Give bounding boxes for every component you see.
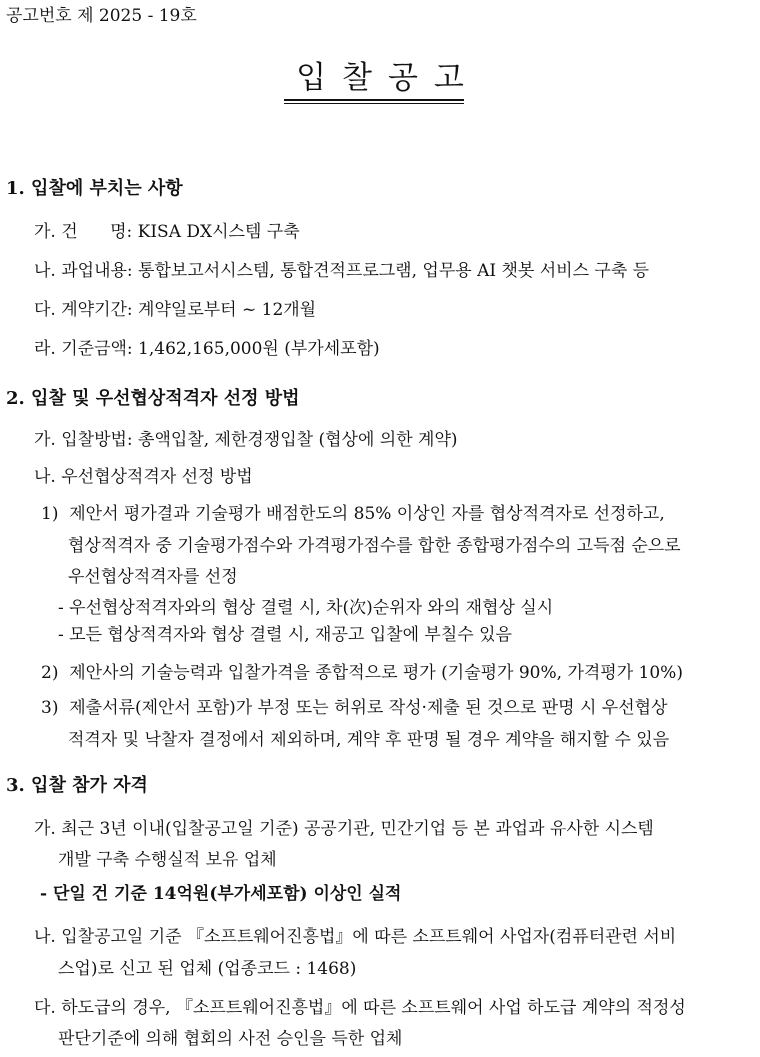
s3-item-c-line-1: 다. 하도급의 경우, 『소프트웨어진흥법』에 따른 소프트웨어 사업 하도급 계약의 적정성 — [34, 998, 686, 1018]
s2-sub-1-line-3: 우선협상적격자를 선정 — [68, 567, 238, 587]
s3-item-a-line-2: 개발 구축 수행실적 보유 업체 — [58, 850, 277, 870]
s3-item-c-line-2: 판단기준에 의해 협회의 사전 승인을 득한 업체 — [58, 1029, 403, 1049]
page-title: 입찰공고 — [296, 60, 480, 96]
s2-item-b: 나. 우선협상적격자 선정 방법 — [34, 467, 253, 487]
s2-dash-1: - 우선협상적격자와의 협상 결렬 시, 차(次)순위자 와의 재협상 실시 — [58, 598, 554, 618]
title-underline-thin — [284, 103, 464, 104]
s1-item-b: 나. 과업내용: 통합보고서시스템, 통합견적프로그램, 업무용 AI 챗봇 서비스 구축 등 — [34, 261, 650, 281]
section-2-heading: 2. 입찰 및 우선협상적격자 선정 방법 — [6, 388, 300, 409]
s2-sub-1-line-2: 협상적격자 중 기술평가점수와 가격평가점수를 합한 종합평가점수의 고득점 순으로 — [68, 536, 681, 556]
notice-number: 공고번호 제 2025 - 19호 — [6, 6, 197, 26]
s3-item-b-line-2: 스업)로 신고 된 업체 (업종코드 : 1468) — [58, 959, 357, 979]
s2-dash-2: - 모든 협상적격자와 협상 결렬 시, 재공고 입찰에 부칠수 있음 — [58, 625, 512, 645]
s1-item-a: 가. 건 명: KISA DX시스템 구축 — [34, 222, 300, 242]
s1-item-c: 다. 계약기간: 계약일로부터 ~ 12개월 — [34, 300, 317, 320]
s2-sub-3-line-2: 적격자 및 낙찰자 결정에서 제외하며, 계약 후 판명 될 경우 계약을 해지할 수 있음 — [68, 730, 670, 750]
s3-item-b-line-1: 나. 입찰공고일 기준 『소프트웨어진흥법』에 따른 소프트웨어 사업자(컴퓨터관련 서비 — [34, 927, 677, 947]
s2-sub-3-line-1: 3) 제출서류(제안서 포함)가 부정 또는 허위로 작성·제출 된 것으로 판명 시 우선협상 — [41, 698, 668, 718]
section-1-heading: 1. 입찰에 부치는 사항 — [6, 178, 183, 199]
s3-item-a-note: - 단일 건 기준 14억원(부가세포함) 이상인 실적 — [40, 884, 402, 904]
s1-item-d: 라. 기준금액: 1,462,165,000원 (부가세포함) — [34, 339, 380, 359]
s2-sub-1-line-1: 1) 제안서 평가결과 기술평가 배점한도의 85% 이상인 자를 협상적격자로 선정하고, — [41, 504, 665, 524]
title-underline — [284, 99, 464, 101]
section-3-heading: 3. 입찰 참가 자격 — [6, 775, 148, 796]
s3-item-a-line-1: 가. 최근 3년 이내(입찰공고일 기준) 공공기관, 민간기업 등 본 과업과 유사한 시스템 — [34, 819, 654, 839]
s2-sub-2: 2) 제안사의 기술능력과 입찰가격을 종합적으로 평가 (기술평가 90%, 가격평가 10%) — [41, 663, 683, 683]
s2-item-a: 가. 입찰방법: 총액입찰, 제한경쟁입찰 (협상에 의한 계약) — [34, 430, 458, 450]
